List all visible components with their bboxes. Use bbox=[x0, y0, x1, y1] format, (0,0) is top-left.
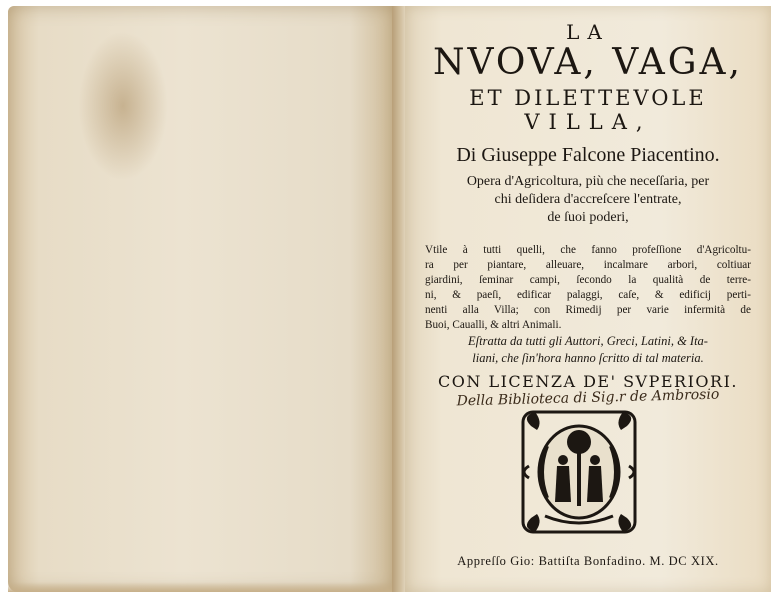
description-line: Buoi, Caualli, & altri Animali. bbox=[425, 319, 562, 331]
license-line: CON LICENZA DE' SVPERIORI. bbox=[438, 372, 738, 391]
handwritten-ownership-note: Della Biblioteca di Sig.r de Ambrosio bbox=[456, 386, 720, 410]
description-line: ni, & paeſi, edificar palaggi, caſe, & edificij perti- bbox=[425, 289, 751, 301]
extract-line: Eſtratta da tutti gli Auttori, Greci, Latini, & Ita- bbox=[468, 334, 708, 348]
title-page bbox=[405, 6, 771, 592]
subtitle-line: de ſuoi poderi, bbox=[547, 210, 629, 225]
paper-stain bbox=[78, 31, 168, 181]
title-line-3: ET DILETTEVOLE bbox=[469, 86, 707, 110]
extract-line: liani, che ſin'hora hanno ſcritto di tal materia. bbox=[472, 351, 704, 365]
description-line: ra per piantare, alleuare, incalmare arbori, coltiuar bbox=[425, 259, 751, 271]
title-line-1: LA bbox=[566, 20, 610, 44]
imprint-line: Appreſſo Gio: Battiſta Bonfadino. M. DC XIX. bbox=[457, 554, 719, 568]
author-line: Di Giuseppe Falcone Piacentino. bbox=[456, 144, 720, 166]
subtitle-line: Opera d'Agricoltura, più che neceſſaria, per bbox=[466, 174, 710, 189]
title-line-4: VILLA, bbox=[524, 110, 652, 134]
printers-device-woodcut bbox=[517, 406, 641, 538]
description-line: Vtile à tutti quelli, che fanno profeſſione d'Agricoltu- bbox=[425, 244, 751, 256]
description-line: nenti alla Villa; con Rimedij per varie infermità de bbox=[425, 304, 751, 316]
subtitle-line: chi deſidera d'accreſcere l'entrate, bbox=[494, 192, 682, 207]
title-line-2: NVOVA, VAGA, bbox=[433, 42, 743, 83]
description-line: giardini, ſeminar campi, ſecondo la qualità de terre- bbox=[425, 274, 751, 286]
left-blank-page bbox=[8, 6, 396, 592]
page-edge bbox=[8, 582, 396, 592]
